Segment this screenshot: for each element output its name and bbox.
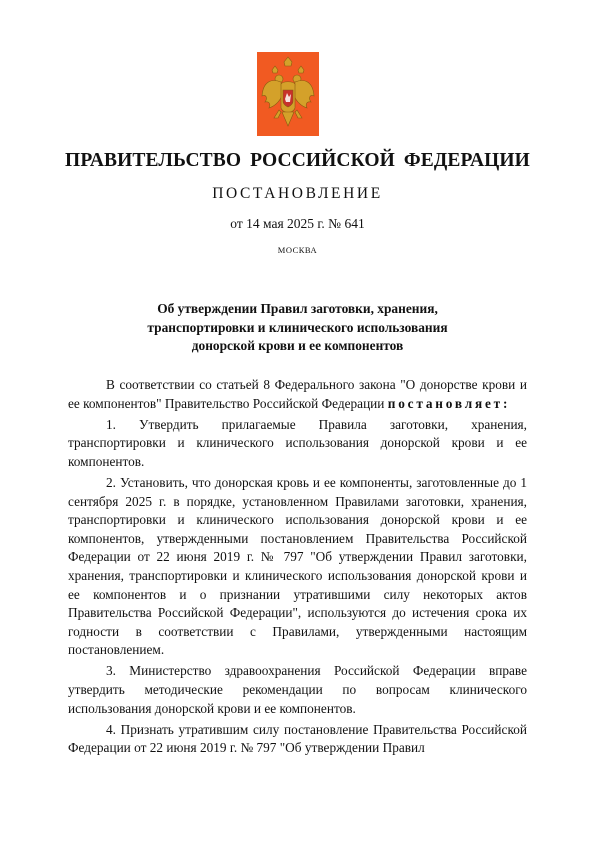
preamble-paragraph — [68, 376, 527, 413]
document-title — [80, 300, 515, 356]
title-line: Об утверждении Правил заготовки, хранения, — [157, 301, 438, 316]
body-paragraph: 1. Утвердить прилагаемые Правила заготовки, хранения, транспортировки и клинического использования донорской крови и ее компонентов. — [68, 416, 527, 469]
body-paragraph: 4. Признать утратившим силу постановление Правительства Российской Федерации от 22 июня 2019 г. № 797 "Об утверждении Правил — [68, 721, 527, 756]
document-city: МОСКВА — [277, 245, 318, 255]
body-paragraph: 3. Министерство здравоохранения Российской Федерации вправе утвердить методические рекомендации по вопросам клинического использования донорской крови и ее компонентов. — [68, 663, 527, 716]
government-name: ПРАВИТЕЛЬСТВО РОССИЙСКОЙ ФЕДЕРАЦИИ — [65, 150, 530, 171]
preamble-text: В соответствии со статьей 8 Федерального закона "О донорстве крови и ее компонентов" Правительство Российской Федерации — [68, 377, 527, 411]
title-line: донорской крови и ее компонентов — [191, 338, 404, 353]
document-body — [68, 376, 527, 760]
coat-of-arms-emblem — [257, 52, 319, 136]
body-paragraph: 2. Установить, что донорская кровь и ее компоненты, заготовленные до 1 сентября 2025 г. в порядке, установленном Правилами заготовки, хранения, транспортировки и клинического использования донорской крови и ее компонентов, утвержденными постановлением Правительства Российской Федерации от 22 июня 2019 г. № 797 "Об утверждении Правил заготовки, хранения, транспортировки и клинического использования донорской крови и ее компонентов и о признании утратившими силу некоторых актов Правительства Российской Федерации", используются до истечения срока их годности в соответствии с Правилами, утвержденными настоящим постановлением. — [68, 474, 527, 658]
document-type: ПОСТАНОВЛЕНИЕ — [212, 185, 383, 202]
decree-word: постановляет: — [387, 395, 511, 411]
double-headed-eagle-icon — [257, 52, 319, 136]
title-line: транспортировки и клинического использования — [147, 319, 448, 335]
document-date-number: от 14 мая 2025 г. № 641 — [230, 216, 365, 231]
